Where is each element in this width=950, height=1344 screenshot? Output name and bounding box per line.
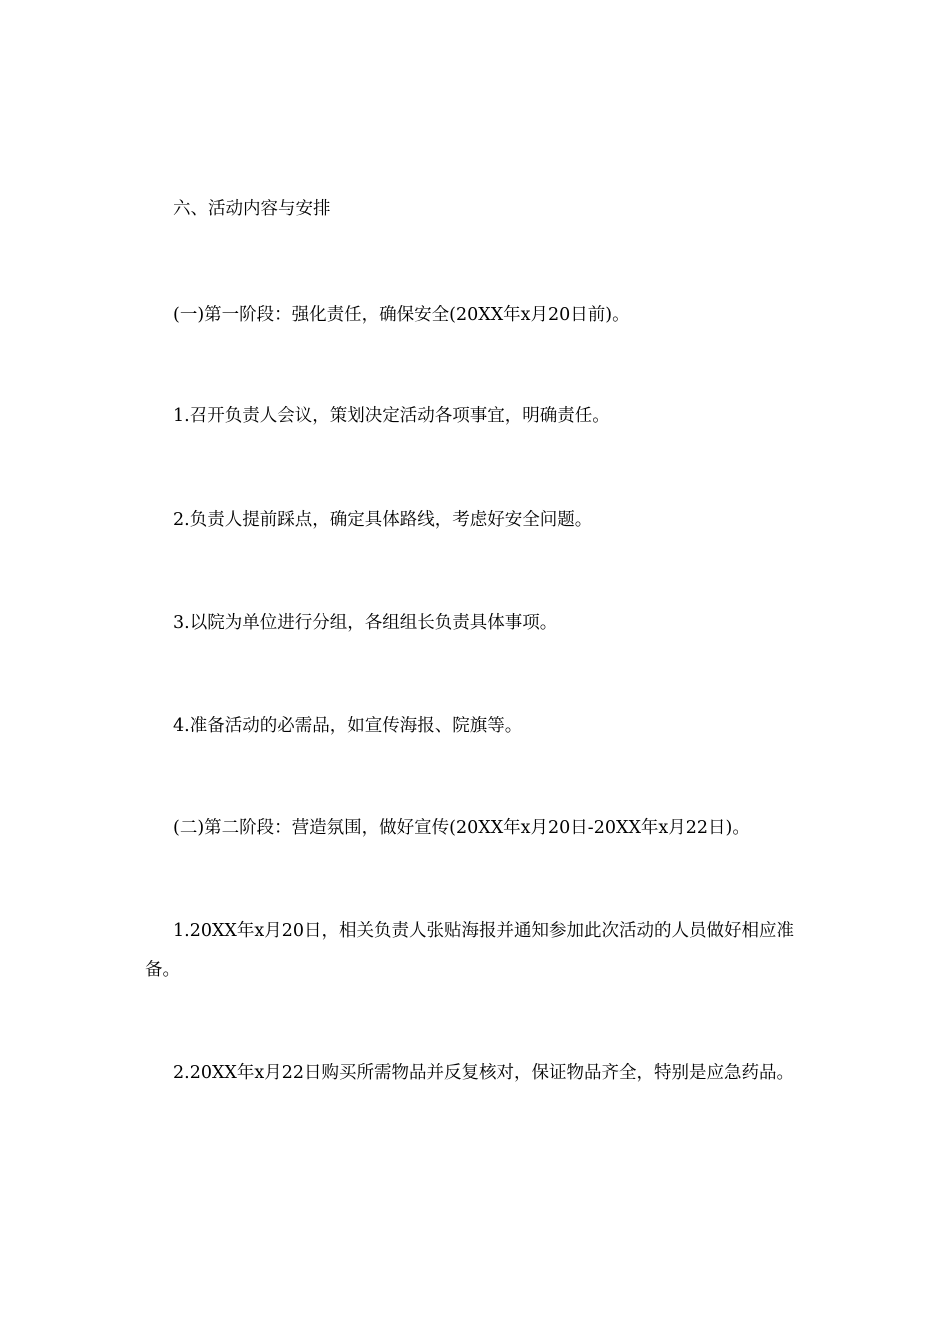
- phase-one-item-1: 1.召开负责人会议，策划决定活动各项事宜，明确责任。: [173, 406, 610, 426]
- phase-one-item-3: 3.以院为单位进行分组，各组组长负责具体事项。: [173, 613, 558, 633]
- phase-two-item-2: 2.20XX年x月22日购买所需物品并反复核对，保证物品齐全，特别是应急药品。: [173, 1063, 795, 1083]
- phase-one-heading: (一)第一阶段：强化责任，确保安全(20XX年x月20日前)。: [173, 305, 630, 325]
- phase-one-item-4: 4.准备活动的必需品，如宣传海报、院旗等。: [173, 716, 523, 736]
- phase-two-heading: (二)第二阶段：营造氛围，做好宣传(20XX年x月20日-20XX年x月22日)。: [173, 818, 750, 838]
- phase-two-item-1: 1.20XX年x月20日，相关负责人张贴海报并通知参加此次活动的人员做好相应准备。: [145, 921, 795, 980]
- section-heading: 六、活动内容与安排: [173, 199, 331, 219]
- phase-one-item-2: 2.负责人提前踩点，确定具体路线，考虑好安全问题。: [173, 510, 593, 530]
